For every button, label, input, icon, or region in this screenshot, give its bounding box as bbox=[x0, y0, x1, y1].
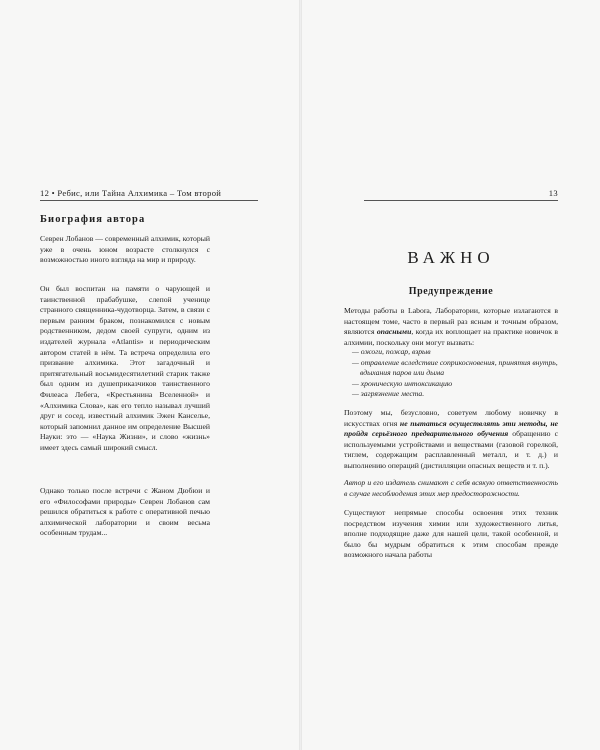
warning-paragraph-2: Поэтому мы, безусловно, советуем любому новичку в искусствах огня не пытаться осуществлять эти методы, не пройдя серьёзного предварительного обучения обращению с используемыми устройствами и веществами (газовой горелкой, тиглем, содержащим расплавленный металл, и т. д.) и выполнению операций (дистилляции опасных веществ и т. п.). bbox=[344, 408, 558, 470]
left-page bbox=[0, 0, 299, 750]
hazard-item: вдыхания паров или дыма bbox=[360, 368, 445, 378]
important-title: ВАЖНО bbox=[407, 248, 495, 267]
disclaimer-paragraph: Автор и его издатель снимают с себя всякую ответственность в случае несоблюдения этих мер предосторожности. bbox=[344, 478, 558, 498]
warning-paragraph-4: Существуют непрямые способы освоения этих техник посредством изучения химии или художественного литья, вполне подходящие даже для нашей цели, такой особенной, и было бы мудрым обратиться к этим способам прежде возможного начала работы bbox=[344, 508, 558, 560]
bio-paragraph-2: Он был воспитан на памяти о чарующей и таинственной прабабушке, слепой ученице странного священника-чудотворца. Затем, в связи с первым ранним браком, познакомился с новым родственником, дедом своей супруги, одним из издателей журнала «Atlantis» и периодическим автором статей в нём. Та встреча определила его призвание алхимика. Этот загадочный и притягательный восьмидесятилетний старик также был одним из душеприказчиков таинственного Филеаса Лебега, «Крестьянина Вселенной» и «Алхимика Слова», как его тепло называл лучший друг и сосед, известный алхимик Эжен Канселье, который запомнил данное им определение Высшей Науки: это — «Наука Жизни», и слово «жизнь» имеет здесь самый широкий смысл. bbox=[40, 284, 210, 452]
warning-subtitle: Предупреждение bbox=[408, 286, 494, 297]
hazard-item: — хроническую интоксикацию bbox=[352, 378, 453, 388]
left-running-header: 12 • Ребис, или Тайна Алхимика – Том второй bbox=[40, 188, 222, 198]
right-header-rule bbox=[364, 200, 558, 201]
right-page-number: 13 bbox=[548, 188, 558, 198]
right-page bbox=[302, 0, 600, 750]
hazard-item: — загрязнение места. bbox=[352, 389, 425, 399]
left-header-rule bbox=[40, 200, 258, 201]
hazard-item: — ожоги, пожар, взрыв bbox=[352, 347, 431, 356]
bio-title: Биография автора bbox=[40, 214, 146, 225]
bio-paragraph-1: Севрен Лобанов — современный алхимик, который уже в очень юном возрасте столкнулся с возможностью иного взгляда на мир и природу. bbox=[40, 234, 210, 265]
warning-paragraph-1: Методы работы в Labora, Лаборатории, которые излагаются в настоящем томе, часто в первый раз ясным и точным образом, являются опасными, когда их воплощает на практике новичок в алхимии, поскольку они могут вызвать: bbox=[344, 306, 558, 347]
hazard-list bbox=[352, 347, 558, 400]
bio-paragraph-3: Однако только после встречи с Жаном Дюбюи и его «Философами природы» Севрен Лобанов сам решился обратиться к работе с оперативной печью алхимической лаборатории и своим весьма особенным трудам... bbox=[40, 486, 210, 538]
hazard-item: — отравление вследствие соприкосновения, принятия внутрь, bbox=[352, 357, 558, 367]
